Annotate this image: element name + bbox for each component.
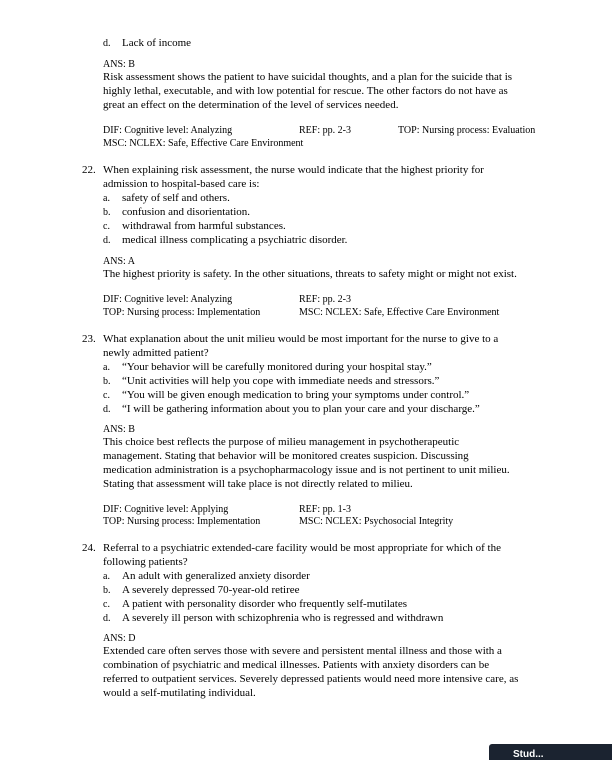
option-text: withdrawal from harmful substances. — [122, 220, 286, 232]
option-text: “I will be gathering information about you to plan your care and your discharge.” — [122, 403, 480, 415]
option-letter: c. — [103, 599, 110, 610]
study-badge-label: Stud... — [513, 749, 544, 760]
meta-msc: MSC: NCLEX: Safe, Effective Care Environment — [299, 307, 500, 318]
option-letter: b. — [103, 207, 111, 218]
option-letter: a. — [103, 193, 110, 204]
meta-ref: REF: pp. 2-3 — [299, 294, 351, 305]
rationale-line: combination of psychiatric and medical illnesses. Patients with anxiety disorders can be — [103, 659, 490, 671]
meta-ref: REF: pp. 1-3 — [299, 504, 351, 515]
rationale-line: This choice best reflects the purpose of milieu management in psychotherapeutic — [103, 436, 460, 448]
answer-key: ANS: A — [103, 256, 135, 267]
question-stem: following patients? — [103, 556, 188, 568]
question-number: 22. — [82, 164, 96, 176]
meta-dif: DIF: Cognitive level: Analyzing — [103, 294, 233, 305]
question-number: 23. — [82, 333, 96, 345]
option-text: An adult with generalized anxiety disorder — [122, 570, 310, 582]
meta-top: TOP: Nursing process: Evaluation — [398, 125, 536, 136]
option-letter: a. — [103, 571, 110, 582]
rationale-line: Risk assessment shows the patient to have suicidal thoughts, and a plan for the suicide that is — [103, 71, 513, 83]
rationale-line: Extended care often serves those with severe and persistent mental illness and those with a — [103, 645, 502, 657]
meta-dif: DIF: Cognitive level: Applying — [103, 504, 229, 515]
answer-key: ANS: B — [103, 59, 135, 70]
rationale-line: Stating that assessment will take place is not directly related to milieu. — [103, 478, 413, 490]
study-badge[interactable] — [489, 744, 612, 760]
rationale-line: management. Stating that behavior will be monitored creates suspicion. Discussing — [103, 450, 469, 462]
option-letter: b. — [103, 585, 111, 596]
option-letter: d. — [103, 404, 111, 415]
rationale-line: The highest priority is safety. In the other situations, threats to safety might or might not exist. — [103, 268, 517, 280]
question-stem: newly admitted patient? — [103, 347, 209, 359]
rationale-line: referred to outpatient services. Severely depressed patients would need more intensive care, as — [103, 673, 519, 685]
question-number: 24. — [82, 542, 96, 554]
option-letter: b. — [103, 376, 111, 387]
question-stem: admission to hospital-based care is: — [103, 178, 260, 190]
option-letter: c. — [103, 390, 110, 401]
meta-msc: MSC: NCLEX: Psychosocial Integrity — [299, 516, 454, 527]
option-letter: d. — [103, 235, 111, 246]
option-text: “Your behavior will be carefully monitored during your hospital stay.” — [122, 361, 432, 373]
option-text: Lack of income — [122, 37, 192, 49]
meta-msc: MSC: NCLEX: Safe, Effective Care Environment — [103, 138, 304, 149]
option-letter: d. — [103, 613, 111, 624]
rationale-line: highly lethal, executable, and with low potential for rescue. The other factors do not have as — [103, 85, 508, 97]
option-text: “You will be given enough medication to bring your symptoms under control.” — [122, 389, 470, 401]
option-text: A severely ill person with schizophrenia who is regressed and withdrawn — [122, 612, 444, 624]
question-stem: What explanation about the unit milieu would be most important for the nurse to give to a — [103, 333, 499, 345]
option-text: medical illness complicating a psychiatric disorder. — [122, 234, 348, 246]
meta-top: TOP: Nursing process: Implementation — [103, 516, 261, 527]
meta-ref: REF: pp. 2-3 — [299, 125, 351, 136]
question-stem: Referral to a psychiatric extended-care facility would be most appropriate for which of the — [103, 542, 501, 554]
meta-top: TOP: Nursing process: Implementation — [103, 307, 261, 318]
rationale-line: great an effect on the determination of the level of services needed. — [103, 99, 399, 111]
rationale-line: would a self-mutilating individual. — [103, 687, 256, 699]
rationale-line: medication administration is a psychopharmacology issue and is not pertinent to unit milieu. — [103, 464, 510, 476]
option-text: safety of self and others. — [122, 192, 230, 204]
option-letter: a. — [103, 362, 110, 373]
question-stem: When explaining risk assessment, the nurse would indicate that the highest priority for — [103, 164, 484, 176]
answer-key: ANS: D — [103, 633, 136, 644]
option-letter: d. — [103, 38, 111, 49]
option-text: “Unit activities will help you cope with immediate needs and stressors.” — [122, 375, 440, 387]
option-text: A severely depressed 70-year-old retiree — [122, 584, 300, 596]
answer-key: ANS: B — [103, 424, 135, 435]
meta-dif: DIF: Cognitive level: Analyzing — [103, 125, 233, 136]
option-text: A patient with personality disorder who frequently self-mutilates — [122, 598, 408, 610]
option-text: confusion and disorientation. — [122, 206, 251, 218]
option-letter: c. — [103, 221, 110, 232]
